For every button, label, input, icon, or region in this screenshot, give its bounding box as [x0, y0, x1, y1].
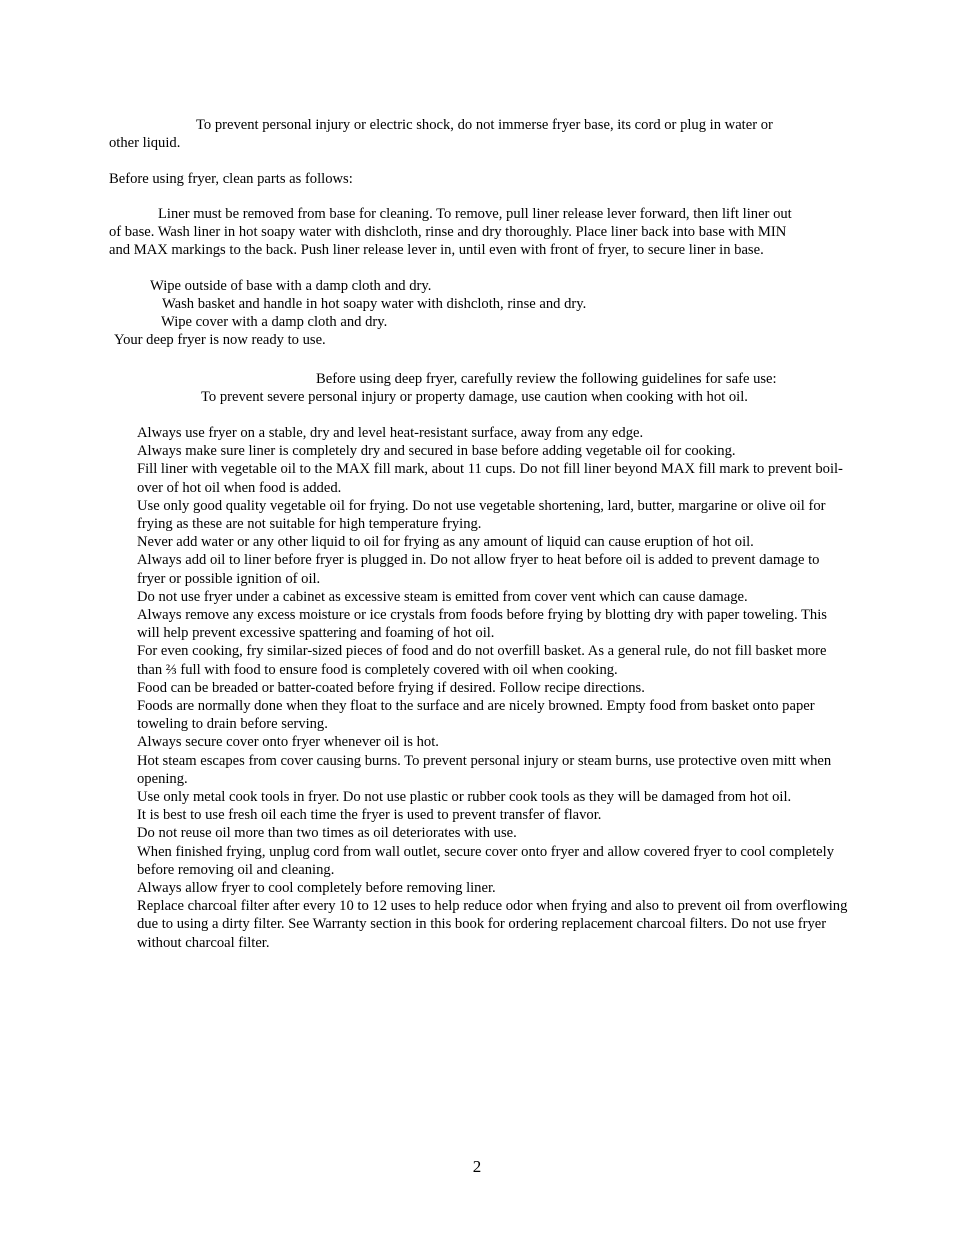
liner-instructions-line-1: Liner must be removed from base for cleaning. To remove, pull liner release lever forward, then lift liner out	[158, 206, 792, 222]
list-item: Always use fryer on a stable, dry and level heat-resistant surface, away from any edge.	[137, 425, 644, 441]
liner-instructions-line-2: of base. Wash liner in hot soapy water with dishcloth, rinse and dry thoroughly. Place liner back into base with MIN	[109, 224, 787, 240]
base-cleaning-step: Wipe outside of base with a damp cloth and dry.	[150, 278, 432, 294]
list-item: Hot steam escapes from cover causing burns. To prevent personal injury or steam burns, use protective oven mitt when opening.	[137, 752, 832, 787]
list-item: Replace charcoal filter after every 10 to 12 uses to help reduce odor when frying and also to prevent oil from overflowing due to using a dirty filter. See Warranty section in this book for ordering replacement charcoal filters. Do not use fryer without charcoal filter.	[137, 898, 848, 951]
safety-guidelines-list	[137, 424, 849, 952]
list-item: Use only good quality vegetable oil for frying. Do not use vegetable shortening, lard, butter, margarine or olive oil for frying as these are not suitable for high temperature frying.	[137, 497, 826, 533]
hot-oil-warning: To prevent severe personal injury or property damage, use caution when cooking with hot oil.	[201, 389, 748, 405]
cleaning-intro: Before using fryer, clean parts as follows:	[109, 171, 353, 187]
list-item: Do not reuse oil more than two times as oil deteriorates with use.	[137, 825, 517, 842]
list-item: Use only metal cook tools in fryer. Do not use plastic or rubber cook tools as they will be damaged from hot oil.	[137, 789, 792, 806]
immerse-warning: To prevent personal injury or electric shock, do not immerse fryer base, its cord or plug in water or	[196, 117, 773, 133]
list-item: Never add water or any other liquid to oil for frying as any amount of liquid can cause eruption of hot oil.	[137, 534, 754, 551]
guidelines-intro: Before using deep fryer, carefully review the following guidelines for safe use:	[316, 371, 777, 387]
basket-cleaning-step: Wash basket and handle in hot soapy water with dishcloth, rinse and dry.	[162, 296, 587, 312]
list-item: For even cooking, fry similar-sized pieces of food and do not overfill basket. As a general rule, do not fill basket more than ⅔ full with food to ensure food is completely covered with oil when cooking.	[137, 643, 827, 678]
list-item: Always allow fryer to cool completely before removing liner.	[137, 880, 496, 897]
list-item: It is best to use fresh oil each time the fryer is used to prevent transfer of flavor.	[137, 807, 602, 824]
liner-instructions-line-3: and MAX markings to the back. Push liner release lever in, until even with front of fryer, to secure liner in base.	[109, 242, 764, 258]
list-item: Food can be breaded or batter-coated before frying if desired. Follow recipe directions.	[137, 679, 645, 696]
list-item: Always secure cover onto fryer whenever oil is hot.	[137, 734, 439, 751]
list-item: Always remove any excess moisture or ice crystals from foods before frying by blotting dry with paper toweling. This will help prevent excessive spattering and foaming of hot oil.	[137, 607, 827, 642]
list-item: Fill liner with vegetable oil to the MAX fill mark, about 11 cups. Do not fill liner beyond MAX fill mark to prevent boil-over of hot oil when food is added.	[137, 461, 843, 496]
list-item: Do not use fryer under a cabinet as excessive steam is emitted from cover vent which can cause damage.	[137, 588, 748, 605]
cover-cleaning-step: Wipe cover with a damp cloth and dry.	[161, 314, 388, 330]
list-item: Always add oil to liner before fryer is plugged in. Do not allow fryer to heat before oil is added to prevent damage to fryer or possible ignition of oil.	[137, 552, 820, 587]
list-item: When finished frying, unplug cord from wall outlet, secure cover onto fryer and allow covered fryer to cool completely before removing oil and cleaning.	[137, 843, 835, 878]
ready-to-use-note: Your deep fryer is now ready to use.	[114, 332, 326, 348]
immerse-warning-continued: other liquid.	[109, 135, 181, 151]
list-item: Foods are normally done when they float to the surface and are nicely browned. Empty food from basket onto paper toweling to drain before serving.	[137, 698, 815, 733]
list-item: Always make sure liner is completely dry and secured in base before adding vegetable oil for cooking.	[137, 443, 736, 460]
page-number: 2	[472, 1157, 482, 1176]
